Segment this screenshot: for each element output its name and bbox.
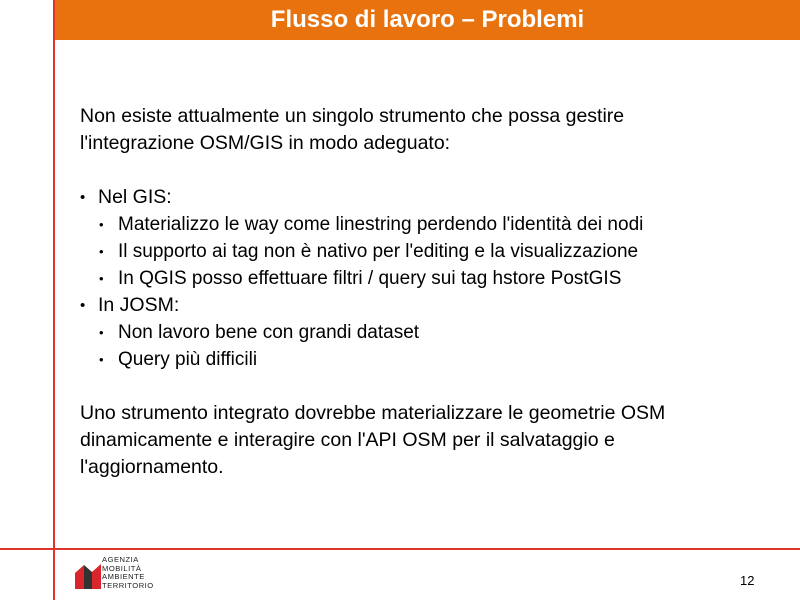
conclusion-line-3: l'aggiornamento. xyxy=(80,456,224,478)
sub-list-josm xyxy=(98,319,780,373)
agency-logo-text xyxy=(102,556,154,590)
agency-logo-icon xyxy=(75,559,101,589)
intro-line-1: Non esiste attualmente un singolo strumento che possa gestire xyxy=(80,105,625,127)
sub-list-item-text: Materializzo le way come linestring perdendo l'identità dei nodi xyxy=(118,214,644,235)
bullet-icon: • xyxy=(99,217,104,232)
list-item-josm xyxy=(80,292,780,373)
slide-title: Flusso di lavoro – Problemi xyxy=(270,6,585,33)
sub-list-item-text: Query più difficili xyxy=(118,349,258,370)
sub-list-item xyxy=(98,265,780,292)
intro-line-2: l'integrazione OSM/GIS in modo adeguato: xyxy=(80,132,451,154)
conclusion-line-2: dinamicamente e interagire con l'API OSM per il salvataggio e xyxy=(80,429,615,451)
page-number: 12 xyxy=(740,573,755,588)
logo-line: AGENZIA xyxy=(102,555,139,564)
bottom-accent-rule xyxy=(0,548,800,550)
spacer xyxy=(80,373,780,400)
bullet-icon: • xyxy=(99,271,104,286)
title-bar xyxy=(55,0,800,40)
sub-list-item xyxy=(98,211,780,238)
sub-list-item xyxy=(98,346,780,373)
spacer xyxy=(80,157,780,184)
bullet-icon: • xyxy=(80,189,86,206)
sub-list-item-text: Non lavoro bene con grandi dataset xyxy=(118,322,420,343)
bullet-icon: • xyxy=(99,244,104,259)
agency-logo xyxy=(75,556,165,592)
sub-list-item-text: Il supporto ai tag non è nativo per l'editing e la visualizzazione xyxy=(118,241,639,262)
sub-list-item xyxy=(98,319,780,346)
conclusion-line-1: Uno strumento integrato dovrebbe materializzare le geometrie OSM xyxy=(80,402,666,424)
sub-list-item-text: In QGIS posso effettuare filtri / query sui tag hstore PostGIS xyxy=(118,268,622,289)
list-item-gis xyxy=(80,184,780,292)
bullet-icon: • xyxy=(99,325,104,340)
problem-list xyxy=(80,184,780,373)
list-item-label: In JOSM: xyxy=(98,294,180,316)
sub-list-gis xyxy=(98,211,780,292)
logo-line: TERRITORIO xyxy=(102,580,154,590)
sub-list-item xyxy=(98,238,780,265)
list-item-label: Nel GIS: xyxy=(98,186,172,208)
bullet-icon: • xyxy=(99,352,104,367)
left-accent-rule xyxy=(53,0,55,600)
bullet-icon: • xyxy=(80,297,86,314)
logo-line: AMBIENTE xyxy=(102,572,145,582)
slide-body xyxy=(80,103,780,481)
logo-line: MOBILITÀ xyxy=(102,563,142,573)
